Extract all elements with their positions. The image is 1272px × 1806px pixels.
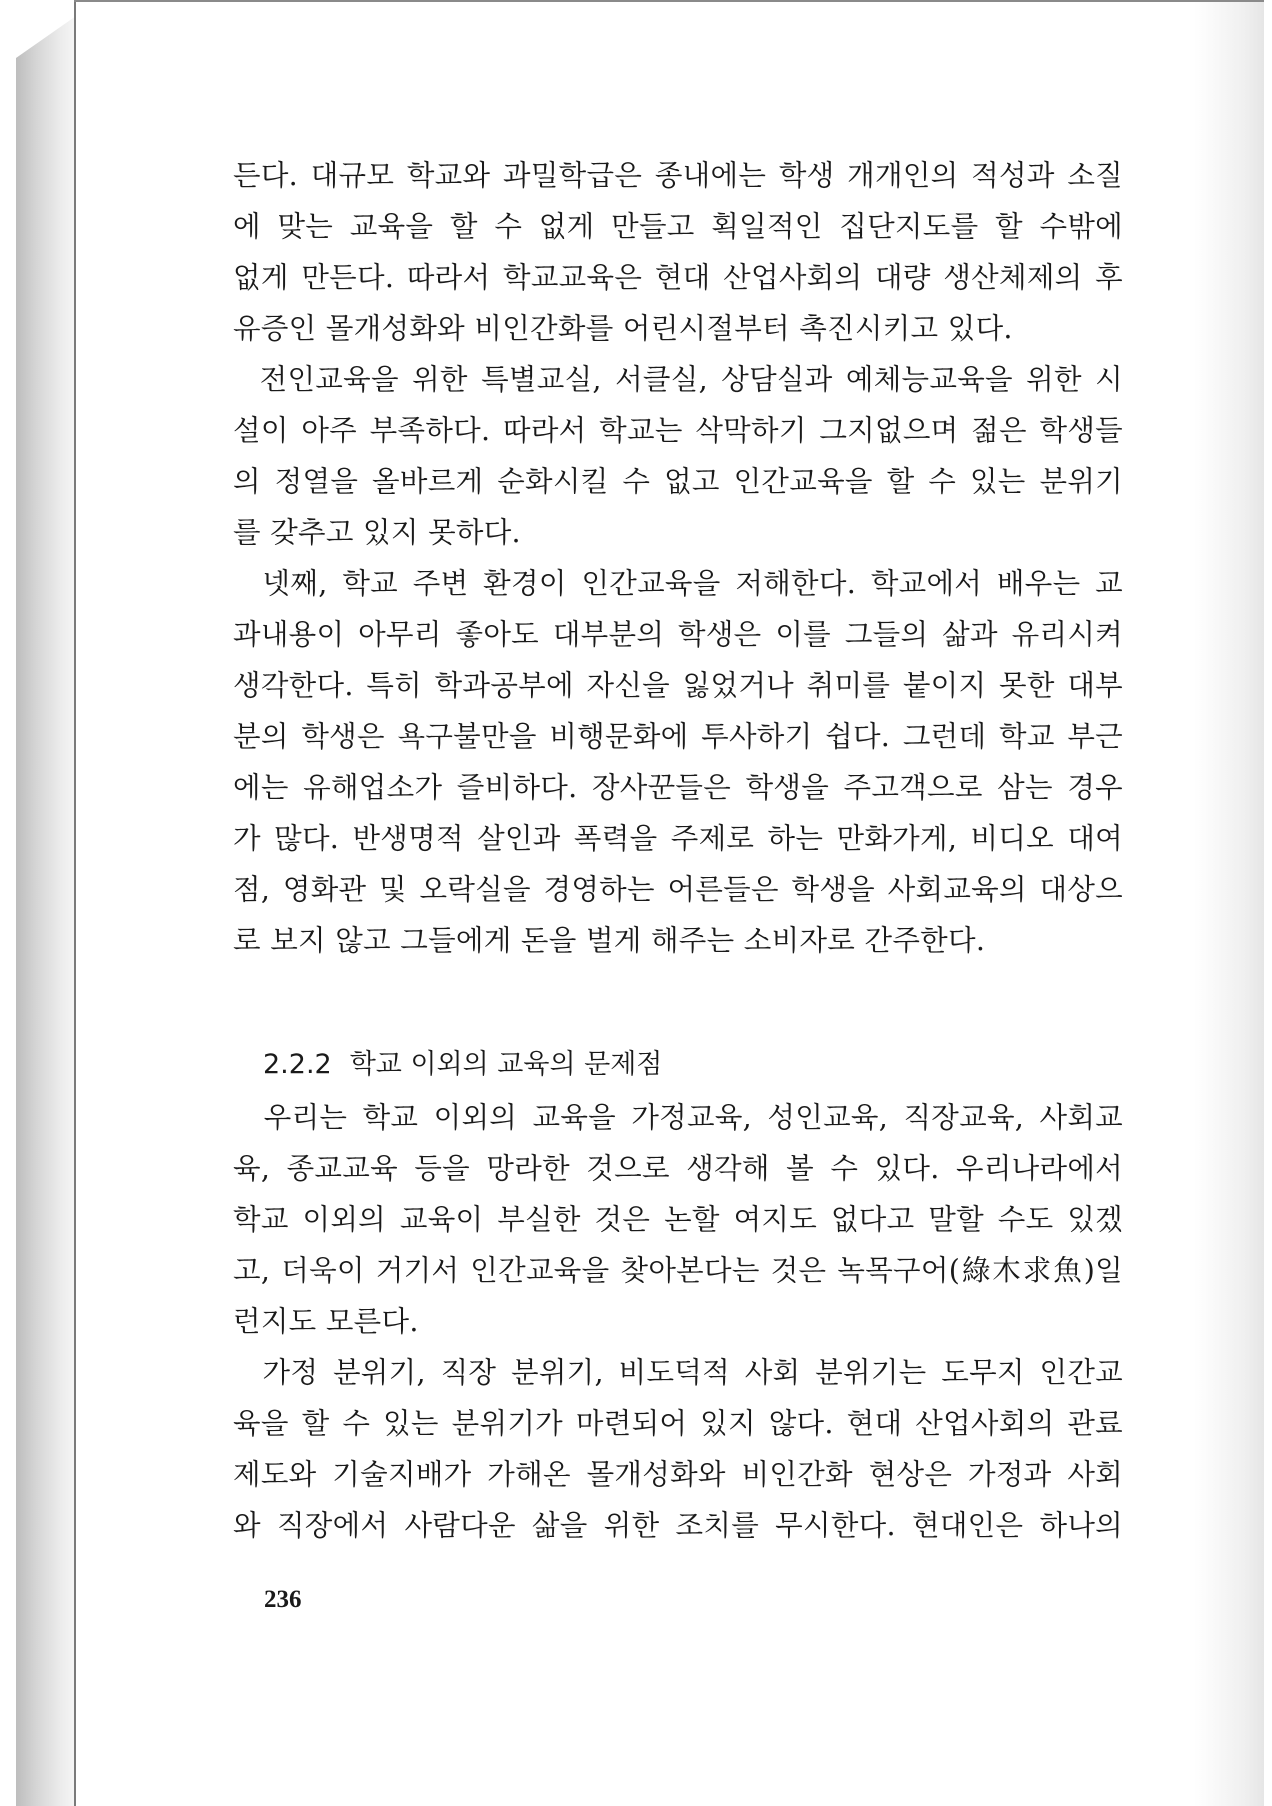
text-line: 든다. 대규모 학교와 과밀학급은 종내에는 학생 개개인의 적성과 소질	[233, 159, 1123, 192]
text-line: 와 직장에서 사람다운 삶을 위한 조치를 무시한다. 현대인은 하나의	[233, 1509, 1123, 1542]
section-title: 학교 이외의 교육의 문제점	[349, 1049, 663, 1080]
page-right-margin	[1264, 0, 1272, 1806]
text-line: 분의 학생은 욕구불만을 비행문화에 투사하기 쉽다. 그런데 학교 부근	[233, 720, 1123, 753]
text-line: 에 맞는 교육을 할 수 없게 만들고 획일적인 집단지도를 할 수밖에	[233, 210, 1123, 243]
text-line: 없게 만든다. 따라서 학교교육은 현대 산업사회의 대량 생산체제의 후	[233, 261, 1123, 294]
text-line: 에는 유해업소가 즐비하다. 장사꾼들은 학생을 주고객으로 삼는 경우	[233, 771, 1123, 804]
text-line: 제도와 기술지배가 가해온 몰개성화와 비인간화 현상은 가정과 사회	[233, 1458, 1123, 1491]
text-line: 육, 종교교육 등을 망라한 것으로 생각해 볼 수 있다. 우리나라에서	[233, 1152, 1123, 1185]
section-gap	[233, 966, 1123, 1038]
text-line: 생각한다. 특히 학과공부에 자신을 잃었거나 취미를 붙이지 못한 대부	[233, 669, 1123, 702]
text-line: 런지도 모른다.	[233, 1305, 419, 1338]
page-body-text	[233, 150, 1123, 1551]
text-line: 학교 이외의 교육이 부실한 것은 논할 여지도 없다고 말할 수도 있겠	[233, 1203, 1123, 1236]
text-line: 의 정열을 올바르게 순화시킬 수 없고 인간교육을 할 수 있는 분위기	[233, 465, 1123, 498]
section-heading	[233, 1038, 1123, 1092]
page-number: 236	[264, 1586, 302, 1613]
section-number: 2.2.2	[263, 1049, 332, 1080]
text-line: 가 많다. 반생명적 살인과 폭력을 주제로 하는 만화가게, 비디오 대여	[233, 822, 1123, 855]
text-line: 를 갖추고 있지 못하다.	[233, 516, 521, 549]
text-line: 유증인 몰개성화와 비인간화를 어린시절부터 촉진시키고 있다.	[233, 312, 1013, 345]
text-line: 전인교육을 위한 특별교실, 서클실, 상담실과 예체능교육을 위한 시	[233, 363, 1123, 396]
text-line: 점, 영화관 및 오락실을 경영하는 어른들은 학생을 사회교육의 대상으	[233, 873, 1123, 906]
text-line: 가정 분위기, 직장 분위기, 비도덕적 사회 분위기는 도무지 인간교	[233, 1356, 1123, 1389]
book-side-edge	[16, 16, 76, 1806]
text-line: 설이 아주 부족하다. 따라서 학교는 삭막하기 그지없으며 젊은 학생들	[233, 414, 1123, 447]
text-line: 로 보지 않고 그들에게 돈을 벌게 해주는 소비자로 간주한다.	[233, 924, 986, 957]
text-line: 육을 할 수 있는 분위기가 마련되어 있지 않다. 현대 산업사회의 관료	[233, 1407, 1123, 1440]
text-line: 넷째, 학교 주변 환경이 인간교육을 저해한다. 학교에서 배우는 교	[233, 567, 1123, 600]
page-right-shade	[1194, 2, 1264, 1806]
text-line: 과내용이 아무리 좋아도 대부분의 학생은 이를 그들의 삶과 유리시켜	[233, 618, 1123, 651]
text-line: 우리는 학교 이외의 교육을 가정교육, 성인교육, 직장교육, 사회교	[233, 1101, 1123, 1134]
text-line: 고, 더욱이 거기서 인간교육을 찾아본다는 것은 녹목구어(綠木求魚)일	[233, 1254, 1123, 1287]
